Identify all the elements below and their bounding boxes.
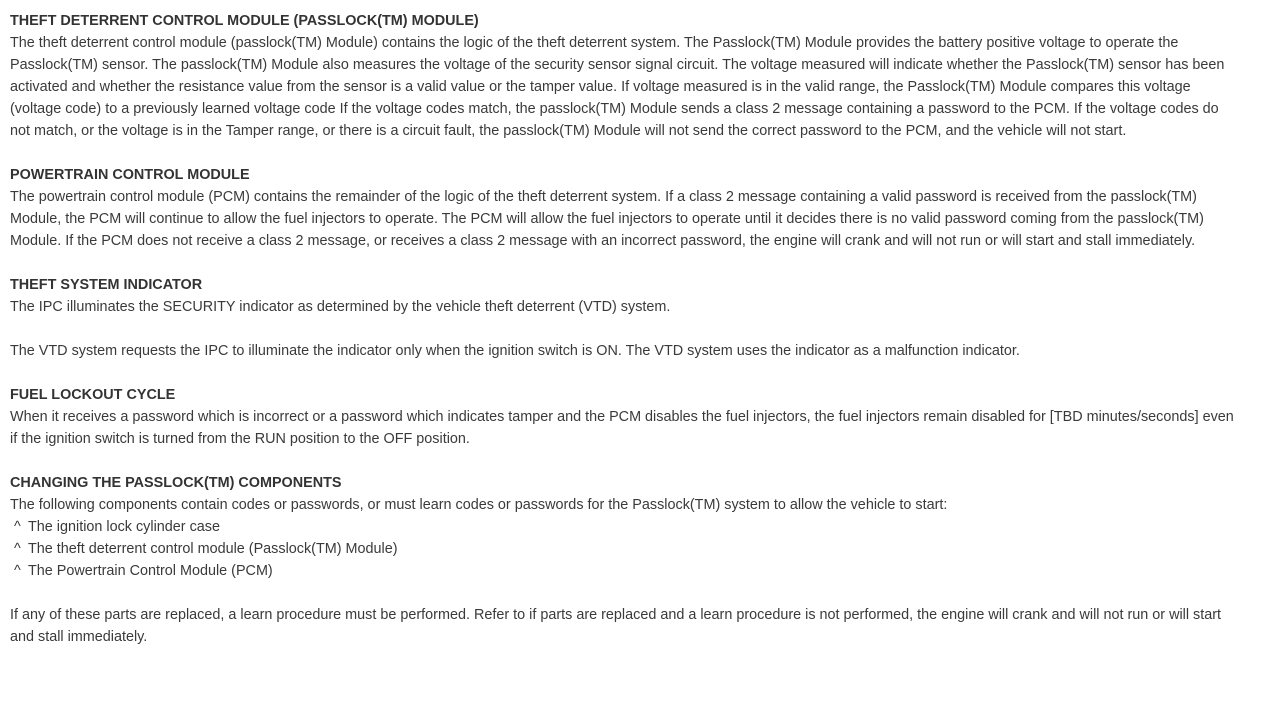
list-item-text: The Powertrain Control Module (PCM) (28, 563, 273, 579)
section-heading: POWERTRAIN CONTROL MODULE (10, 167, 250, 183)
caret-bullet-icon: ^ (14, 519, 21, 535)
section-fuel-lockout-cycle (10, 384, 1240, 450)
section-powertrain-control-module (10, 164, 1240, 252)
spacer (10, 362, 1240, 384)
section-theft-system-indicator (10, 274, 1240, 362)
section-heading: FUEL LOCKOUT CYCLE (10, 387, 176, 403)
section-theft-deterrent-module (10, 10, 1240, 142)
section-paragraph: The powertrain control module (PCM) contains the remainder of the logic of the theft deterrent system. If a class 2 message containing a valid password is received from the passlock(TM) Module, the PCM will continue to allow the fuel injectors to operate. The PCM will allow the fuel injectors to operate until it decides there is no valid password coming from the passlock(TM) Module. If the PCM does not receive a class 2 message, or receives a class 2 message with an incorrect password, the engine will crank and will not run or will start and stall immediately. (10, 189, 1204, 249)
section-paragraph: The VTD system requests the IPC to illuminate the indicator only when the ignition switch is ON. The VTD system uses the indicator as a malfunction indicator. (10, 343, 1020, 359)
section-changing-passlock-components (10, 472, 1240, 648)
list-item-text: The ignition lock cylinder case (28, 519, 220, 535)
list-item (10, 516, 1240, 538)
list-item (10, 560, 1240, 582)
caret-bullet-icon: ^ (14, 541, 21, 557)
section-intro: The following components contain codes or passwords, or must learn codes or passwords for the Passlock(TM) system to allow the vehicle to start: (10, 497, 948, 513)
section-paragraph: The theft deterrent control module (passlock(TM) Module) contains the logic of the theft deterrent system. The Passlock(TM) Module provides the battery positive voltage to operate the Passlock(TM) sensor. The passlock(TM) Module also measures the voltage of the security sensor signal circuit. The voltage measured will indicate whether the Passlock(TM) sensor has been activated and whether the resistance value from the sensor is a valid value or the tamper value. If voltage measured is in the valid range, the Passlock(TM) Module compares this voltage (voltage code) to a previously learned voltage code If the voltage codes match, the passlock(TM) Module sends a class 2 message containing a password to the PCM. If the voltage codes do not match, or the voltage is in the Tamper range, or there is a circuit fault, the passlock(TM) Module will not send the correct password to the PCM, and the vehicle will not start. (10, 35, 1225, 139)
section-heading: THEFT DETERRENT CONTROL MODULE (PASSLOCK(TM) MODULE) (10, 13, 479, 29)
list-item-text: The theft deterrent control module (Passlock(TM) Module) (28, 541, 398, 557)
caret-bullet-icon: ^ (14, 563, 21, 579)
section-paragraph: The IPC illuminates the SECURITY indicator as determined by the vehicle theft deterrent (VTD) system. (10, 299, 671, 315)
list-item (10, 538, 1240, 560)
section-closing-paragraph: If any of these parts are replaced, a learn procedure must be performed. Refer to if parts are replaced and a learn procedure is not performed, the engine will crank and will not run or will start and stall immediately. (10, 607, 1222, 645)
component-list (10, 516, 1240, 582)
spacer (10, 450, 1240, 472)
spacer (10, 318, 1240, 340)
section-heading: THEFT SYSTEM INDICATOR (10, 277, 203, 293)
spacer (10, 582, 1240, 604)
section-paragraph: When it receives a password which is incorrect or a password which indicates tamper and the PCM disables the fuel injectors, the fuel injectors remain disabled for [TBD minutes/seconds] even if the ignition switch is turned from the RUN position to the OFF position. (10, 409, 1234, 447)
spacer (10, 142, 1240, 164)
section-heading: CHANGING THE PASSLOCK(TM) COMPONENTS (10, 475, 342, 491)
spacer (10, 252, 1240, 274)
